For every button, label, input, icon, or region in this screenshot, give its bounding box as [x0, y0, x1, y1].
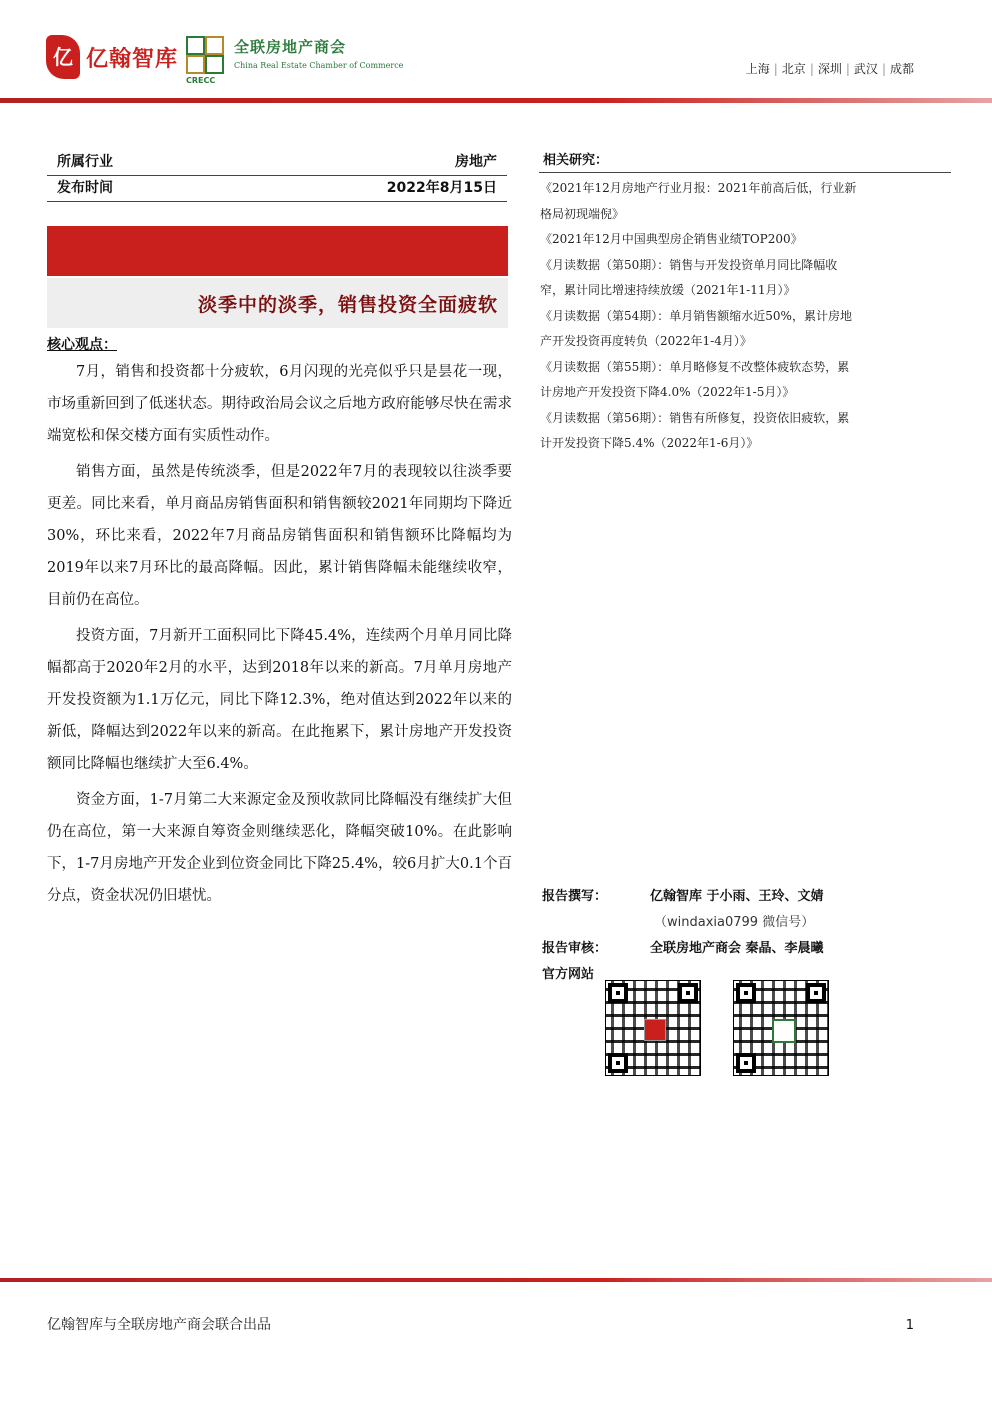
page-number: 1 — [905, 1318, 914, 1333]
footer-divider — [0, 1278, 992, 1282]
meta-row-date — [47, 176, 507, 202]
city-shanghai: 上海 — [745, 62, 770, 76]
footer-publisher: 亿翰智库与全联房地产商会联合出品 — [47, 1317, 271, 1333]
related-item[interactable]: 《月读数据（第55期）：单月略修复不改整体疲软态势，累计房地产开发投资下降4.0%（2022年1-5月）》 — [540, 359, 850, 399]
author-label: 报告撰写： — [542, 889, 608, 904]
crecc-logo-icon — [186, 36, 224, 85]
crecc-name-cn: 全联房地产商会 — [234, 38, 347, 56]
core-view-body — [47, 356, 512, 916]
related-item[interactable]: 《2021年12月中国典型房企销售业绩TOP200》 — [540, 232, 803, 246]
industry-label: 所属行业 — [57, 154, 113, 170]
title-banner — [47, 226, 508, 276]
qr-logo-icon — [644, 1019, 666, 1041]
ehconsulting-logo-text: 亿翰智库 — [86, 46, 179, 72]
city-beijing: 北京 — [781, 62, 806, 76]
date-value: 2022年8月15日 — [386, 180, 497, 196]
author-value: 亿翰智库 于小雨、王玲、文婧 — [650, 889, 824, 904]
author-wechat: （windaxia0799 微信号） — [654, 915, 815, 930]
reviewer-label: 报告审核： — [542, 941, 608, 956]
city-chengdu: 成都 — [889, 62, 914, 76]
related-item[interactable]: 《月读数据（第50期）：销售与开发投资单月同比降幅收窄，累计同比增速持续放缓（2021年1-11月）》 — [540, 257, 838, 297]
related-item[interactable]: 《2021年12月房地产行业月报：2021年前高后低，行业新格局初现端倪》 — [540, 181, 857, 221]
reviewer-value: 全联房地产商会 秦晶、李晨曦 — [650, 941, 824, 956]
website-label: 官方网站 — [542, 967, 595, 982]
paragraph-investment: 投资方面，7月新开工面积同比下降45.4%，连续两个月单月同比降幅都高于2020年2月的水平，达到2018年以来的新高。7月单月房地产开发投资额为1.1万亿元，同比下降12.3%，绝对值达到2022年以来的新低，降幅达到2022年以来的新高。在此拖累下，累计房地产开发投资额同比降幅也继续扩大至6.4%。 — [47, 628, 512, 772]
crecc-abbr: CRECC — [186, 76, 216, 85]
paragraph-funding: 资金方面，1-7月第二大来源定金及预收款同比降幅没有继续扩大但仍在高位，第一大来源自筹资金则继续恶化，降幅突破10%。在此影响下，1-7月房地产开发企业到位资金同比下降25.4%，较6月扩大0.1个百分点，资金状况仍旧堪忧。 — [47, 792, 512, 904]
related-item[interactable]: 《月读数据（第54期）：单月销售额缩水近50%，累计房地产开发投资再度转负（2022年1-4月）》 — [540, 308, 852, 348]
related-research-list — [540, 176, 860, 457]
qr-code-ehconsulting[interactable] — [605, 980, 701, 1076]
author-info — [542, 884, 872, 988]
report-title: 淡季中的淡季，销售投资全面疲软 — [197, 294, 498, 316]
ehconsulting-logo-mark: 亿 — [46, 35, 80, 79]
industry-value: 房地产 — [455, 154, 497, 170]
meta-table — [47, 150, 507, 202]
office-cities: 上海 | 北京 | 深圳 | 武汉 | 成都 — [745, 62, 914, 76]
meta-row-industry — [47, 150, 507, 176]
paragraph-sales: 销售方面，虽然是传统淡季，但是2022年7月的表现较以往淡季要更差。同比来看，单月商品房销售面积和销售额较2021年同期均下降近30%，环比来看，2022年7月商品房销售面积和销售额环比降幅均为2019年以来7月环比的最高降幅。因此，累计销售降幅未能继续收窄，目前仍在高位。 — [47, 464, 512, 608]
core-view-heading: 核心观点： — [47, 337, 117, 353]
crecc-name-en: China Real Estate Chamber of Commerce — [234, 61, 404, 70]
header-divider — [0, 98, 992, 103]
qr-logo-icon — [772, 1019, 796, 1043]
qr-code-crecc[interactable] — [733, 980, 829, 1076]
title-bar — [47, 278, 508, 328]
date-label: 发布时间 — [57, 180, 113, 196]
related-research-heading: 相关研究： — [539, 150, 951, 173]
paragraph-intro: 7月，销售和投资都十分疲软，6月闪现的光亮似乎只是昙花一现，市场重新回到了低迷状态。期待政治局会议之后地方政府能够尽快在需求端宽松和保交楼方面有实质性动作。 — [47, 364, 512, 444]
city-shenzhen: 深圳 — [817, 62, 842, 76]
related-item[interactable]: 《月读数据（第56期）：销售有所修复，投资依旧疲软，累计开发投资下降5.4%（2022年1-6月）》 — [540, 410, 850, 450]
ehconsulting-logo — [46, 32, 178, 82]
crecc-logo — [186, 36, 404, 85]
city-wuhan: 武汉 — [853, 62, 878, 76]
